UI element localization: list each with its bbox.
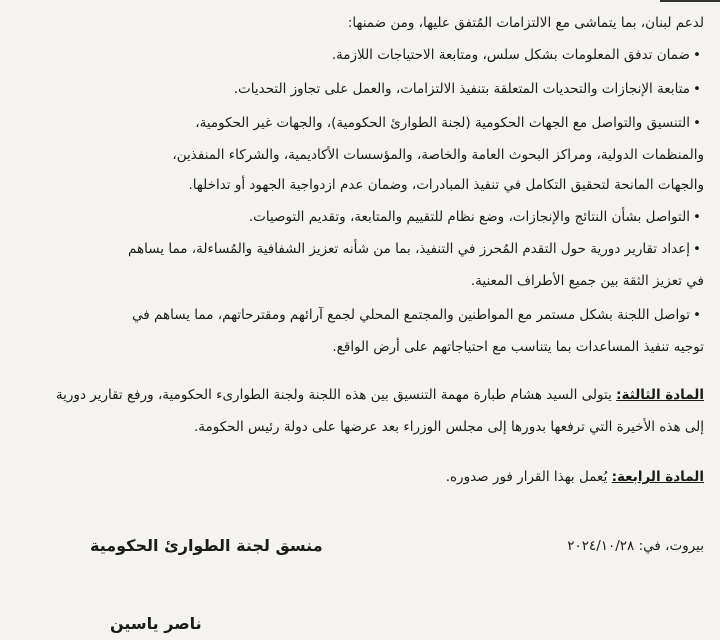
article-three-continuation: إلى هذه الأخيرة التي ترفعها بدورها إلى مجلس الوزراء بعد عرضها على دولة رئيس الحكومة. xyxy=(193,419,704,435)
article-four xyxy=(16,466,704,488)
bullet-icon: • xyxy=(693,115,701,131)
list-item-continuation: والجهات المانحة لتحقيق التكامل في تنفيذ المبادرات، وضمان عدم ازدواجية الجهود أو تداخلها. xyxy=(188,177,704,193)
bullet-icon: • xyxy=(693,47,701,63)
list-item-continuation: توجيه تنفيذ المساعدات بما يتناسب مع احتياجاتهم على أرض الواقع. xyxy=(332,339,704,355)
date-line: بيروت، في: ٢٠٢٤/١٠/٢٨ xyxy=(567,538,704,554)
list-item: •ضمان تدفق المعلومات بشكل سلس، ومتابعة الاحتياجات اللازمة. xyxy=(332,44,704,66)
list-item: •التنسيق والتواصل مع الجهات الحكومية (لجنة الطوارئ الحكومية)، والجهات غير الحكومية، xyxy=(195,112,704,134)
list-item: •متابعة الإنجازات والتحديات المتعلقة بتنفيذ الالتزامات، والعمل على تجاوز التحديات. xyxy=(234,78,704,100)
list-item-continuation: في تعزيز الثقة بين جميع الأطراف المعنية. xyxy=(470,273,704,289)
article-three-label: المادة الثالثة: xyxy=(616,387,704,403)
bullet-icon: • xyxy=(693,81,701,97)
list-item: •إعداد تقارير دورية حول التقدم المُحرز في التنفيذ، بما من شأنه تعزيز الشفافية والمُساءلة، مما يساهم xyxy=(128,238,704,260)
list-item: •التواصل بشأن النتائج والإنجازات، وضع نظام للتقييم والمتابعة، وتقديم التوصيات. xyxy=(249,206,704,228)
bullet-icon: • xyxy=(693,241,701,257)
article-three-text: يتولى السيد هشام طبارة مهمة التنسيق بين هذه اللجنة ولجنة الطوارىء الحكومية، ورفع تقارير دورية xyxy=(55,387,612,403)
article-three xyxy=(16,384,704,406)
intro-text: لدعم لبنان، بما يتماشى مع الالتزامات المُتفق عليها، ومن ضمنها: xyxy=(347,15,704,31)
list-item: •تواصل اللجنة بشكل مستمر مع المواطنين والمجتمع المحلي لجمع آرائهم ومقترحاتهم، مما يساهم في xyxy=(132,304,704,326)
signatory-title: منسق لجنة الطوارئ الحكومية xyxy=(90,536,323,555)
bullet-icon: • xyxy=(693,307,701,323)
top-rule xyxy=(660,0,720,2)
article-four-label: المادة الرابعة: xyxy=(611,469,704,485)
bullet-icon: • xyxy=(693,209,701,225)
article-four-text: يُعمل بهذا القرار فور صدوره. xyxy=(445,469,608,485)
list-item-continuation: والمنظمات الدولية، ومراكز البحوث العامة والخاصة، والمؤسسات الأكاديمية، والشركاء المنفذين، xyxy=(172,147,704,163)
signatory-name: ناصر ياسين xyxy=(110,614,202,633)
